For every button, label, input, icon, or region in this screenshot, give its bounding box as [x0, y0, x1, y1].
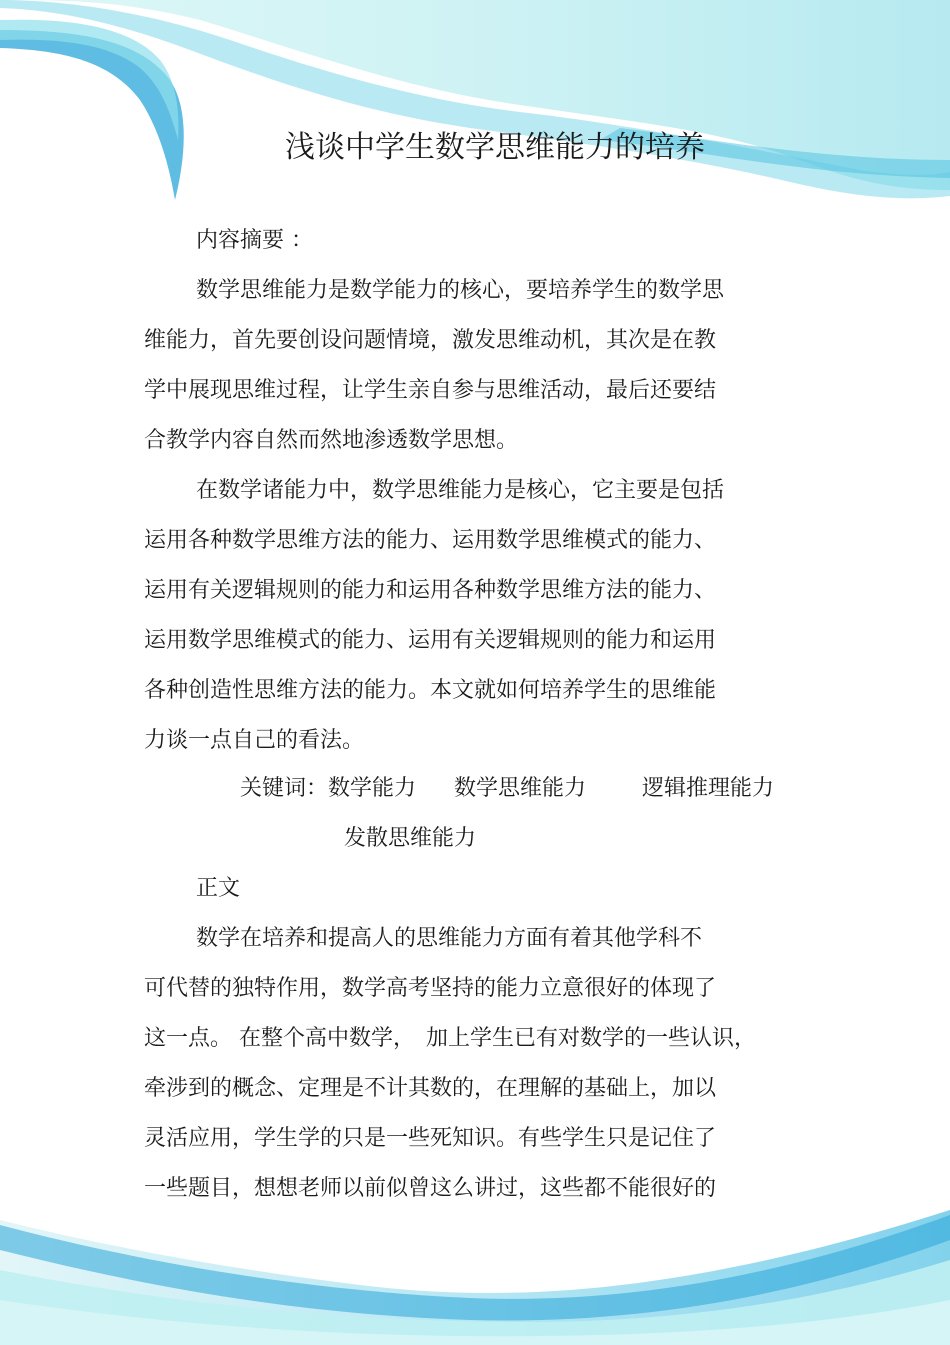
- body-line: 这一点。 在整个高中数学， 加上学生已有对数学的一些认识，: [144, 1026, 756, 1051]
- paragraph-line: 运用有关逻辑规则的能力和运用各种数学思维方法的能力、: [144, 578, 717, 603]
- keywords-row: [240, 774, 774, 804]
- body-line: 数学在培养和提高人的思维能力方面有着其他学科不: [196, 926, 703, 951]
- body-line: 一些题目，想想老师以前似曾这么讲过，这些都不能很好的: [144, 1176, 717, 1201]
- body-line: 可代替的独特作用，数学高考坚持的能力立意很好的体现了: [144, 976, 717, 1001]
- keyword-item: 发散思维能力: [344, 826, 477, 851]
- keyword-item: 数学能力: [328, 776, 417, 801]
- keywords-label: 关键词：: [240, 776, 329, 801]
- section-heading: 正文: [196, 876, 241, 901]
- abstract-line: 合教学内容自然而然地渗透数学思想。: [144, 428, 519, 453]
- paragraph-line: 各种创造性思维方法的能力。本文就如何培养学生的思维能: [144, 678, 717, 703]
- abstract-line: 维能力，首先要创设问题情境，激发思维动机，其次是在教: [144, 328, 717, 353]
- body-line: 灵活应用，学生学的只是一些死知识。有些学生只是记住了: [144, 1126, 717, 1151]
- paragraph-line: 力谈一点自己的看法。: [144, 728, 365, 753]
- paragraph-line: 运用各种数学思维方法的能力、运用数学思维模式的能力、: [144, 528, 717, 553]
- document-title: 浅谈中学生数学思维能力的培养: [285, 130, 705, 165]
- keyword-item: 数学思维能力: [454, 776, 587, 801]
- body-line: 牵涉到的概念、定理是不计其数的，在理解的基础上，加以: [144, 1076, 717, 1101]
- abstract-heading: 内容摘要 ：: [196, 228, 313, 253]
- abstract-line: 学中展现思维过程，让学生亲自参与思维活动，最后还要结: [144, 378, 717, 403]
- keyword-item: 逻辑推理能力: [642, 776, 775, 801]
- paragraph-line: 运用数学思维模式的能力、运用有关逻辑规则的能力和运用: [144, 628, 717, 653]
- paragraph-line: 在数学诸能力中，数学思维能力是核心，它主要是包括: [196, 478, 725, 503]
- abstract-line: 数学思维能力是数学能力的核心，要培养学生的数学思: [196, 278, 725, 303]
